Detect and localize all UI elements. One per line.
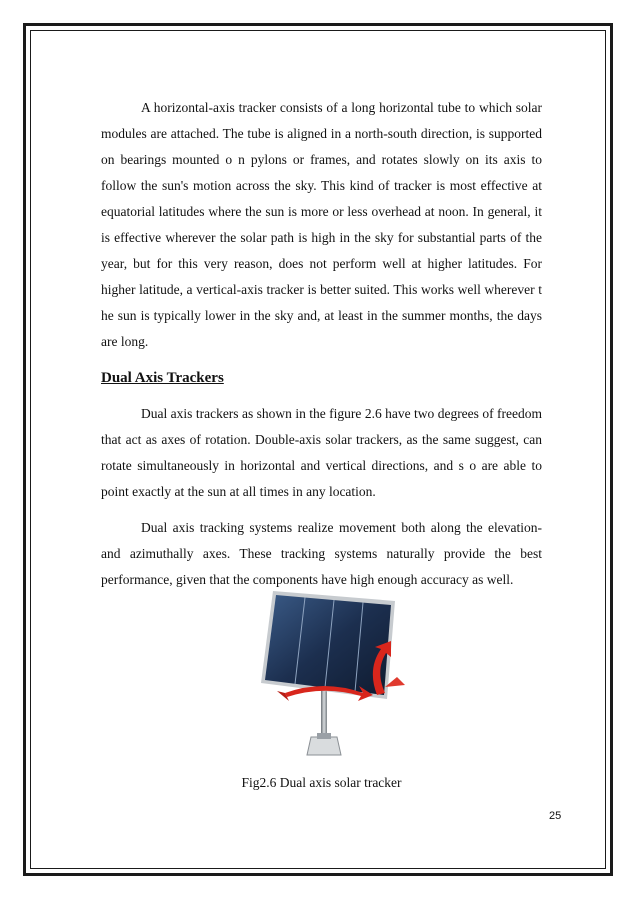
tracker-base-collar — [317, 733, 331, 739]
paragraph-horizontal-tracker: A horizontal-axis tracker consists of a long horizontal tube to which solar modules are attached. The tube is aligned in a north-south direction, is supported on bearings mounted o n pylons or frames, and rotates slowly on its axis to follow the sun's motion across the sky. This kind of tracker is most effective at equatorial latitudes where the sun is more or less overhead at noon. In general, it is effective wherever the solar path is high in the sky for substantial parts of the year, but for this very reason, does not perform well at higher latitudes. For higher latitude, a vertical-axis tracker is better suited. This works well wherever t he sun is typically lower in the sky and, at least in the summer months, the days are long. — [101, 100, 542, 349]
figure-caption: Fig2.6 Dual axis solar tracker — [241, 775, 402, 790]
section-heading: Dual Axis Trackers — [101, 370, 224, 386]
page-number: 25 — [549, 810, 562, 822]
document-body — [101, 95, 542, 593]
solar-panel — [265, 595, 391, 695]
paragraph-dual-axis-intro: Dual axis trackers as shown in the figure 2.6 have two degrees of freedom that act as axes of rotation. Double-axis solar trackers, as the same suggest, can rotate simultaneously in horizontal and vertical directions, and s o are able to point exactly at the sun at all times in any location. — [101, 406, 542, 499]
solar-tracker-illustration — [255, 587, 411, 759]
solar-tracker-figure — [255, 587, 411, 759]
tracker-base — [307, 737, 341, 755]
paragraph-dual-axis-performance: Dual axis tracking systems realize movement both along the elevation- and azimuthally axes. These tracking systems naturally provide the best performance, given that the components have high enough accuracy as well. — [101, 520, 542, 587]
